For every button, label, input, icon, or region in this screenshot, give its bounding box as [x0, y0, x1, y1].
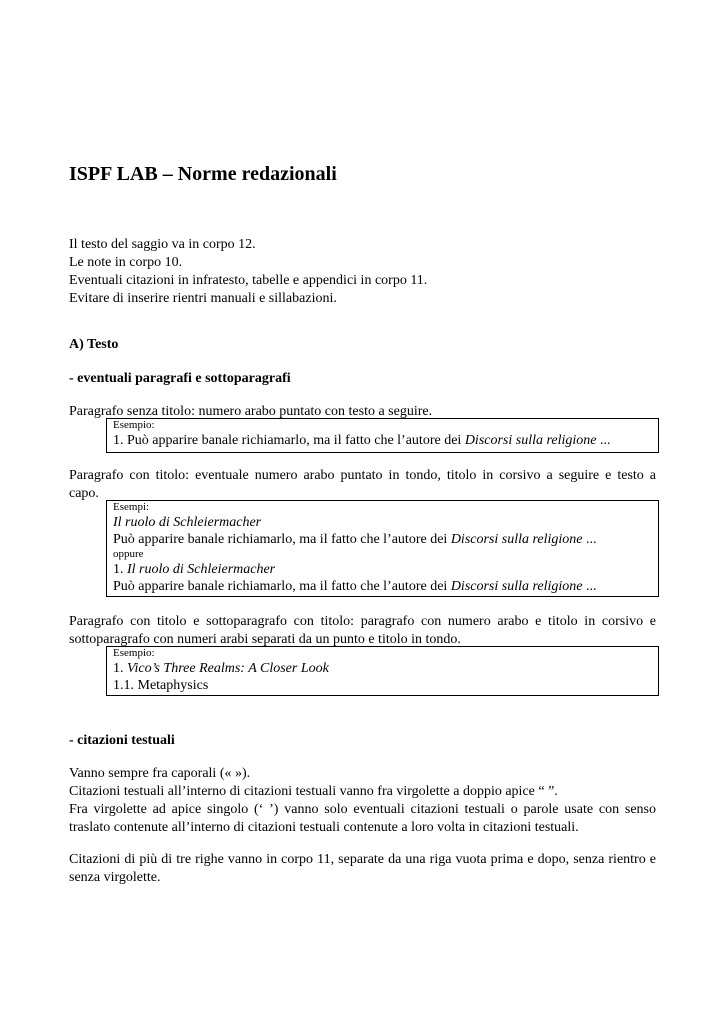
paragraph: sottoparagrafo con numeri arabi separati da un punto e titolo in tondo. — [69, 632, 461, 647]
paragraph: traslato contenute all’interno di citazioni testuali contenute a loro volta in citazioni testuali. — [69, 820, 579, 835]
intro-line: Eventuali citazioni in infratesto, tabelle e appendici in corpo 11. — [69, 273, 428, 288]
paragraph: Fra virgolette ad apice singolo (‘ ’) vanno solo eventuali citazioni testuali o parole usate con senso — [69, 802, 656, 817]
paragraph: Paragrafo senza titolo: numero arabo puntato con testo a seguire. — [69, 404, 433, 419]
paragraph: Paragrafo con titolo: eventuale numero arabo puntato in tondo, titolo in corsivo a seguire e testo a — [69, 468, 656, 483]
section-heading: A) Testo — [69, 337, 119, 352]
subsection-heading: - citazioni testuali — [69, 733, 175, 748]
paragraph: capo. — [69, 486, 99, 501]
intro-line: Le note in corpo 10. — [69, 255, 183, 270]
page-title: ISPF LAB – Norme redazionali — [69, 163, 337, 185]
intro-line: Evitare di inserire rientri manuali e sillabazioni. — [69, 291, 337, 306]
example-oppure: oppure — [113, 548, 144, 560]
example-title: Il ruolo di Schleiermacher — [113, 515, 262, 530]
example-line: 1.1. Metaphysics — [113, 678, 209, 693]
subsection-heading: - eventuali paragrafi e sottoparagrafi — [69, 371, 291, 386]
example-box — [106, 646, 659, 696]
example-line: 1. Può apparire banale richiamarlo, ma il fatto che l’autore dei Discorsi sulla religione ... — [113, 433, 611, 448]
intro-line: Il testo del saggio va in corpo 12. — [69, 237, 256, 252]
example-line: Può apparire banale richiamarlo, ma il fatto che l’autore dei Discorsi sulla religione ... — [113, 579, 597, 594]
example-label: Esempi: — [113, 501, 150, 513]
example-label: Esempio: — [113, 419, 155, 431]
paragraph: Paragrafo con titolo e sottoparagrafo con titolo: paragrafo con numero arabo e titolo in corsivo e — [69, 614, 656, 629]
paragraph: Vanno sempre fra caporali (« »). — [69, 766, 251, 781]
paragraph: Citazioni testuali all’interno di citazioni testuali vanno fra virgolette a doppio apice “ ”. — [69, 784, 558, 799]
example-line: Può apparire banale richiamarlo, ma il fatto che l’autore dei Discorsi sulla religione ... — [113, 532, 597, 547]
example-box — [106, 500, 659, 597]
example-title: 1. Vico’s Three Realms: A Closer Look — [113, 661, 329, 676]
example-box — [106, 418, 659, 453]
example-title: 1. Il ruolo di Schleiermacher — [113, 562, 276, 577]
paragraph: senza virgolette. — [69, 870, 161, 885]
paragraph: Citazioni di più di tre righe vanno in corpo 11, separate da una riga vuota prima e dopo, senza rientro e — [69, 852, 656, 867]
example-label: Esempio: — [113, 647, 155, 659]
